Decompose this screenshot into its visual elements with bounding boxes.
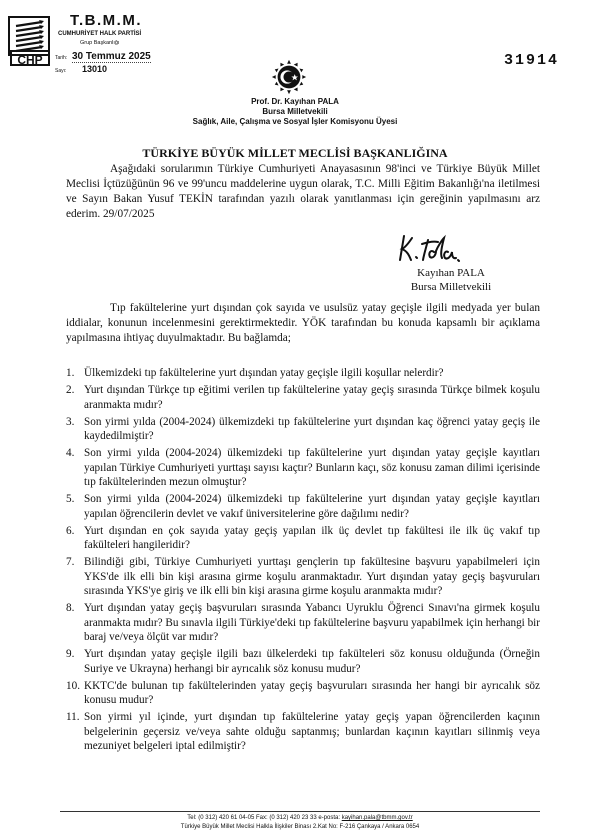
question-item bbox=[66, 383, 540, 412]
question-text: Yurt dışından Türkçe tıp eğitimi verilen tıp fakültelerine yatay geçiş sırasında Türkçe bilmek koşulu aranmakta mıdır? bbox=[84, 384, 540, 411]
question-number: 10. bbox=[66, 679, 80, 692]
signatory-title: Bursa Milletvekili bbox=[410, 281, 492, 293]
question-text: Ülkemizdeki tıp fakültelerine yurt dışından yatay geçişle ilgili koşullar nelerdir? bbox=[84, 367, 444, 379]
question-text: Yurt dışından en çok sayıda yatay geçiş yapılan ilk üç devlet tıp fakültesi ile ilk üç vakıf tıp fakülteleri hangileridir? bbox=[84, 524, 540, 551]
question-item bbox=[66, 492, 540, 521]
footer bbox=[40, 814, 560, 832]
question-text: KKTC'de bulunan tıp fakültelerinden yatay geçiş başvuruları sırasında her hangi bir ayrıcalık söz konusu mudur? bbox=[84, 679, 540, 706]
signatory-name: Kayıhan PALA bbox=[417, 267, 485, 279]
question-item bbox=[66, 524, 540, 553]
footer-contact-text: Tel: (0 312) 420 61 04-05 Fax: (0 312) 420 23 33 e-posta: bbox=[187, 815, 341, 821]
question-item bbox=[66, 679, 540, 708]
question-item bbox=[66, 366, 540, 381]
question-text: Son yirmi yılda (2004-2024) ülkemizdeki tıp fakültelerine yurt dışından yatay geçişle kayıtları yapılan Türkiye Cumhuriyeti yurttaşı sayısı kaçtır? Bunların kaçı, söz konusu zaman dilimi içerisinde tıp fakültelerinden mezun olmuştur? bbox=[84, 447, 540, 488]
question-number: 9. bbox=[66, 648, 75, 660]
question-number: 8. bbox=[66, 602, 75, 614]
question-number: 4. bbox=[66, 447, 75, 459]
question-text: Yurt dışından yatay geçişle ilgili bazı ülkelerdeki tıp fakülteleri söz konusu olduğunda (Örneğin Suriye ve Ukrayna) herhangi bir ayrıcalık söz konusu mudur? bbox=[84, 648, 540, 675]
tbmm-emblem bbox=[270, 58, 308, 96]
question-text: Son yirmi yılda (2004-2024) ülkemizdeki tıp fakültelerine yurt dışından yatay geçişle kayıtları yapılan öğrencilerin devlet ve vakıf üniversitelerine göre dağılımı nedir? bbox=[84, 493, 540, 520]
question-number: 5. bbox=[66, 493, 75, 505]
question-item bbox=[66, 710, 540, 754]
signatory-block bbox=[396, 266, 506, 294]
question-list bbox=[66, 366, 540, 756]
question-number: 2. bbox=[66, 384, 75, 396]
party-abbreviation: CHP bbox=[10, 50, 50, 66]
date-label: Tarih: bbox=[55, 55, 68, 61]
org-name: T.B.M.M. bbox=[70, 12, 142, 29]
question-item bbox=[66, 555, 540, 599]
question-text: Son yirmi yılda (2004-2024) ülkemizdeki tıp fakültelerine yurt dışından kaç öğrenci yatay geçiş ile kaydedilmiştir? bbox=[84, 415, 540, 442]
mp-constituency: Bursa Milletvekili bbox=[262, 107, 328, 116]
mp-committee: Sağlık, Aile, Çalışma ve Sosyal İşler Komisyonu Üyesi bbox=[192, 117, 398, 126]
footer-divider bbox=[60, 811, 540, 812]
preamble-paragraph: Tıp fakültelerine yurt dışından çok sayıda ve usulsüz yatay geçişle ilgili medyada yer bulan iddialar, konunun incelenmesini gerektirmektedir. YÖK tarafından bu konuda kapsamlı bir açıklama yapılmasına ihtiyaç duyulmaktadır. Bu bağlamda; bbox=[66, 302, 540, 344]
question-number: 11. bbox=[66, 711, 80, 723]
footer-address: Türkiye Büyük Millet Meclisi Halkla İlişkiler Binası 2.Kat No: F-216 Çankaya / Ankara 0654 bbox=[180, 824, 420, 830]
question-item bbox=[66, 601, 540, 645]
number-value: 13010 bbox=[82, 64, 108, 74]
handwritten-signature bbox=[398, 230, 498, 264]
question-text: Son yirmi yıl içinde, yurt dışından tıp fakültelerine yatay geçiş yapan öğrencilerden kaçının belgelerinin geçersiz ve/veya sahte olduğu saptanmış; bunlardan kaçının kayıtları silinmiş veya mezuniyet belgeleri iptal edilmiştir? bbox=[84, 711, 540, 752]
question-item bbox=[66, 647, 540, 676]
footer-email-link[interactable]: kayihan.pala@tbmm.gov.tr bbox=[341, 815, 413, 821]
question-item bbox=[66, 415, 540, 444]
document-title: TÜRKİYE BÜYÜK MİLLET MECLİSİ BAŞKANLIĞINA bbox=[142, 146, 448, 160]
intro-paragraph: Aşağıdaki sorularımın Türkiye Cumhuriyeti Anayasasının 98'inci ve Türkiye Büyük Millet Meclisi İçtüzüğünün 96 ve 99'uncu maddelerine uygun olarak, T.C. Milli Eğitim Bakanlığı'na iletilmesi ve Sayın Bakan Yusuf TEKİN tarafından yazılı olarak yanıtlanması için gereğinin yapılmasını arz ederim. 29/07/2025 bbox=[66, 163, 540, 220]
question-number: 1. bbox=[66, 367, 75, 379]
mp-name: Prof. Dr. Kayıhan PALA bbox=[251, 97, 339, 106]
mp-info bbox=[130, 97, 460, 127]
footer-contact bbox=[40, 814, 560, 823]
date-value: 30 Temmuz 2025 bbox=[72, 51, 151, 62]
question-text: Yurt dışından yatay geçiş başvuruları sırasında Yabancı Uyruklu Öğrenci Sınavı'na girmek koşulu aranmakta mıdır? Bu sınavla ilgili Türkiye'deki tıp fakültelerine başvuru yapabilmek için herhangi bir baraj ve/veya ölçüt var mıdır? bbox=[84, 602, 541, 643]
document-number: 31914 bbox=[504, 52, 560, 69]
question-text: Bilindiği gibi, Türkiye Cumhuriyeti yurttaşı gençlerin tıp fakültesine başvuru yapabilmeleri için YKS'de ilk elli bin kişi arasına girme koşulu aranmaktadır. Yurt dışından yatay geçiş başvuruları sırasında YKS'ye giriş ve ilk elli bin kişi arasına girme koşulu aranmakta mıdır? bbox=[84, 556, 540, 597]
number-label: Sayı: bbox=[55, 68, 67, 74]
question-number: 3. bbox=[66, 415, 75, 428]
question-item bbox=[66, 446, 540, 490]
party-name: CUMHURİYET HALK PARTİSİ bbox=[58, 31, 142, 37]
question-number: 6. bbox=[66, 524, 75, 537]
group-name: Grup Başkanlığı bbox=[80, 40, 120, 46]
question-number: 7. bbox=[66, 556, 75, 568]
